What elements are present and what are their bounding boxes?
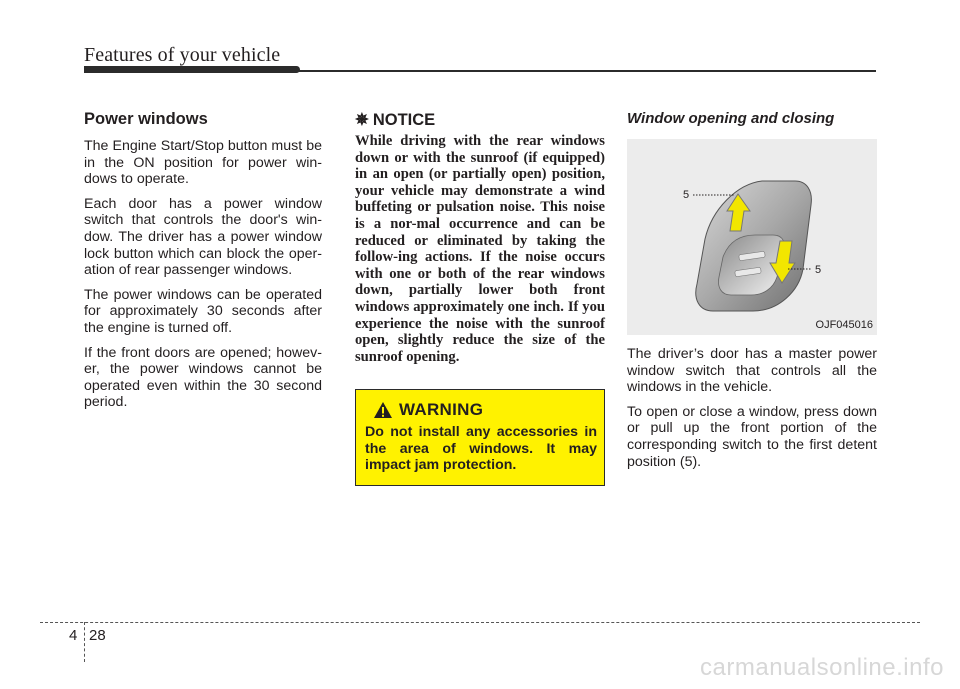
paragraph: The driver’s door has a master power window switch that controls all the windows in the vehicle. bbox=[627, 346, 877, 396]
warning-label: WARNING bbox=[399, 400, 484, 419]
footer-divider bbox=[84, 622, 85, 662]
window-switch-illustration bbox=[627, 139, 877, 335]
page-header-title: Features of your vehicle bbox=[84, 44, 281, 66]
warning-text: Do not install any accessories in the area of windows. It may impact jam protection. bbox=[365, 424, 597, 474]
window-opening-section bbox=[627, 110, 877, 478]
watermark: carmanualsonline.info bbox=[700, 654, 944, 681]
notice-section bbox=[355, 110, 605, 365]
warning-header bbox=[373, 400, 597, 420]
window-switch-figure bbox=[627, 139, 877, 335]
paragraph: To open or close a window, press down or pull up the front portion of the corresponding switch to the first detent position (5). bbox=[627, 403, 877, 470]
warning-box bbox=[355, 389, 605, 486]
notice-title: NOTICE bbox=[372, 111, 436, 129]
header-rule bbox=[84, 70, 876, 72]
paragraph: If the front doors are opened; howev-er, the power windows cannot be operated even within the 30 second period. bbox=[84, 344, 322, 411]
notice-text: While driving with the rear windows down or with the sunroof (if equipped) in an open (or partially open) position, your vehicle may demonstrate a wind buffeting or pulsation noise. This noise is a nor-mal occurrence and can be reduced or eliminated by taking the follow-ing actions. If the noise occurs with one or both of the rear windows down, partially lower both front windows approximately one inch. If you experience the noise with the sunroof open, slightly reduce the size of the sunroof opening. bbox=[355, 133, 605, 365]
window-opening-subheading: Window opening and closing bbox=[627, 110, 835, 127]
notice-heading bbox=[355, 110, 605, 130]
callout-label: 5 bbox=[815, 264, 822, 276]
paragraph: The power windows can be operated for approximately 30 seconds after the engine is turned off. bbox=[84, 286, 322, 336]
warning-triangle-icon bbox=[373, 401, 393, 419]
notice-star-icon: ✵ bbox=[355, 111, 369, 129]
power-windows-section bbox=[84, 110, 322, 419]
paragraph: Each door has a power window switch that controls the door's win-dow. The driver has a power window lock button which can block the oper-ation of rear passenger windows. bbox=[84, 195, 322, 279]
callout-label: 5 bbox=[683, 189, 690, 201]
paragraph: The Engine Start/Stop button must be in the ON position for power win-dows to operate. bbox=[84, 138, 322, 188]
figure-code: OJF045016 bbox=[815, 319, 873, 331]
power-windows-heading: Power windows bbox=[84, 110, 208, 128]
page-number: 28 bbox=[89, 627, 106, 644]
footer-rule bbox=[40, 622, 920, 623]
chapter-number: 4 bbox=[69, 627, 78, 644]
